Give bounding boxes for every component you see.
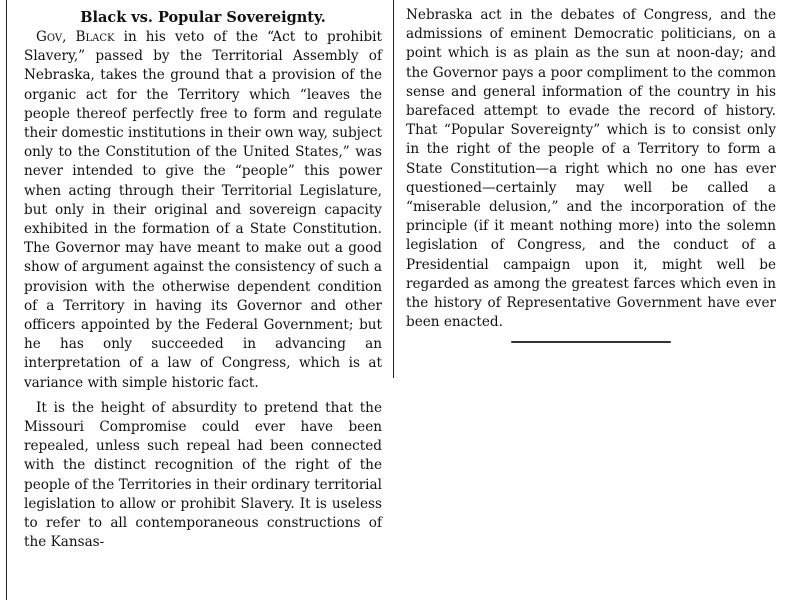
paragraph-1	[24, 28, 382, 393]
end-of-article-rule	[511, 341, 671, 343]
article-headline: Black vs. Popular Sovereignty.	[80, 9, 326, 26]
left-column-rule	[6, 0, 7, 600]
paragraph-2: It is the height of absurdity to pretend that the Missouri Compromise could ever have been repealed, unless such repeal had been connected with the distinct recognition of the right of the people of the Territories in their ordinary territorial legislation to allow or prohibit Slavery. It is useless to refer to all contemporaneous constructions of the Kansas-	[24, 399, 382, 551]
paragraph-1-lead: Gov, Black	[36, 29, 115, 45]
paragraph-2-continued: Nebraska act in the debates of Congress, and the admissions of eminent Democratic politicians, on a point which is as plain as the sun at noon-day; and the Governor pays a poor compliment to the common sense and general information of the country in his barefaced attempt to evade the record of history. That “Popular Sovereignty” which is to consist only in the right of the people of a Territory to form a State Constitution—a right which no one has ever questioned—certainly may well be called a “miserable delusion,” and the incorporation of the principle (if it meant nothing more) into the solemn legislation of Congress, and the conduct of a Presidential campaign upon it, might well be regarded as among the greatest farces which even in the history of Representative Government have ever been enacted.	[406, 7, 776, 331]
paragraph-1-body: in his veto of the “Act to prohibit Slavery,” passed by the Territorial Assembly of Nebraska, takes the ground that a provision of the organic act for the Territory which “leaves the people thereof perfectly free to form and regulate their domestic institutions in their own way, subject only to the Constitution of the United States,” was never intended to give the “people” this power when acting through their Territorial Legislature, but only in their original and sovereign capacity exhibited in the formation of a State Constitution. The Governor may have meant to make out a good show of argument against the consistency of such a provision with the otherwise dependent condition of a Territory in having its Governor and other officers appointed by the Federal Government; but he has only succeeded in advancing an interpretation of a law of Congress, which is at variance with simple historic fact.	[24, 29, 382, 391]
right-column	[406, 6, 776, 343]
column-divider-rule	[393, 0, 394, 378]
left-column	[24, 8, 382, 558]
